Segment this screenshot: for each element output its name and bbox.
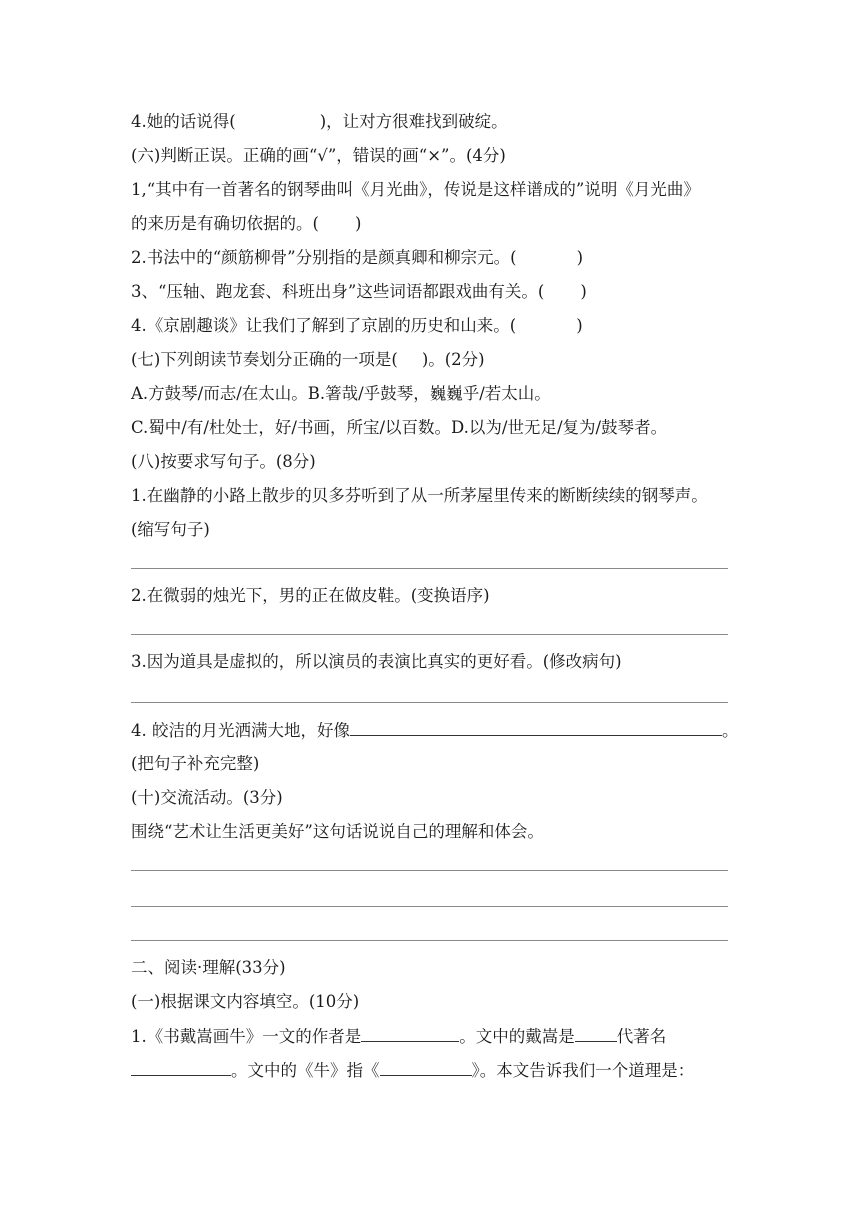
part-two-sub-heading: (一)根据课文内容填空。(10分) bbox=[131, 992, 360, 1011]
paren-close: ) bbox=[576, 248, 583, 267]
fill-item-1-line1 bbox=[131, 1026, 666, 1046]
answer-underline[interactable] bbox=[380, 1060, 472, 1076]
q4-text-start: 4.她的话说得( bbox=[131, 112, 236, 131]
rewrite-item-3: 3.因为道具是虚拟的，所以演员的表演比真实的更好看。(修改病句) bbox=[131, 652, 622, 671]
fill-item-1-text-d: 。文中的《牛》指《 bbox=[231, 1061, 380, 1080]
q4-text-end: )，让对方很难找到破绽。 bbox=[319, 112, 508, 131]
fill-item-1-text-e: 》。本文告诉我们一个道理是： bbox=[471, 1061, 695, 1080]
paren-close: ) bbox=[354, 214, 362, 233]
answer-underline[interactable] bbox=[361, 1026, 459, 1042]
section-eight-heading: (八)按要求写句子。(8分) bbox=[131, 452, 316, 471]
answer-underline[interactable] bbox=[350, 720, 722, 736]
section-seven-score: )。(2分) bbox=[421, 350, 485, 369]
option-line-ab: A.方鼓琴/而志/在太山。B.箸哉/乎鼓琴，巍巍乎/若太山。 bbox=[131, 384, 551, 403]
rewrite-item-4-text: 4. 皎洁的月光洒满大地，好像 bbox=[131, 721, 350, 740]
judge-item-1-text: 的来历是有确切依据的。( bbox=[131, 214, 319, 233]
rewrite-item-2: 2.在微弱的烛光下，男的正在做皮鞋。(变换语序) bbox=[131, 586, 490, 605]
discussion-prompt: 围绕“艺术让生活更美好”这句话说说自己的理解和体会。 bbox=[131, 822, 544, 841]
fill-item-1-text-b: 。文中的戴嵩是 bbox=[459, 1027, 575, 1046]
paren-close: ) bbox=[576, 316, 583, 335]
answer-line[interactable] bbox=[131, 634, 728, 635]
judge-item-3-text: 3、“压轴、跑龙套、科班出身”这些词语都跟戏曲有关。( bbox=[131, 282, 545, 301]
judge-item-2 bbox=[131, 248, 583, 268]
part-two-heading: 二、阅读·理解(33分) bbox=[131, 958, 286, 977]
judge-item-2-text: 2.书法中的“颜筋柳骨”分别指的是颜真卿和柳宗元。( bbox=[131, 248, 517, 267]
rewrite-item-1: 1.在幽静的小路上散步的贝多芬听到了从一所茅屋里传来的断断续续的钢琴声。 bbox=[131, 486, 708, 505]
period: 。 bbox=[722, 721, 739, 740]
section-seven-text: (七)下列朗读节奏划分正确的一项是( bbox=[131, 350, 398, 369]
section-six-heading: (六)判断正误。正确的画“√”，错误的画“×”。(4分) bbox=[131, 146, 506, 165]
rewrite-item-1-instruction: (缩写句子) bbox=[131, 520, 210, 539]
option-line-cd: C.蜀中/有/杜处士，好/书画，所宝/以百数。D.以为/世无足/复为/鼓琴者。 bbox=[131, 418, 668, 437]
rewrite-item-4-instruction: (把句子补充完整) bbox=[131, 754, 260, 773]
answer-underline[interactable] bbox=[131, 1060, 231, 1076]
rewrite-item-4 bbox=[131, 720, 739, 740]
section-ten-heading: (十)交流活动。(3分) bbox=[131, 788, 283, 807]
judge-item-1-line2 bbox=[131, 214, 361, 234]
fill-item-1-text-a: 1.《书戴嵩画牛》一文的作者是 bbox=[131, 1027, 362, 1046]
answer-line[interactable] bbox=[131, 940, 728, 941]
answer-line[interactable] bbox=[131, 568, 728, 569]
paren-close: ) bbox=[580, 282, 587, 301]
judge-item-1-line1: 1,“其中有一首著名的钢琴曲叫《月光曲》，传说是这样谱成的”说明《月光曲》 bbox=[131, 180, 700, 199]
answer-line[interactable] bbox=[131, 702, 728, 703]
judge-item-4-text: 4.《京剧趣谈》让我们了解到了京剧的历史和山来。( bbox=[131, 316, 517, 335]
judge-item-4 bbox=[131, 316, 583, 336]
section-seven-heading bbox=[131, 350, 485, 370]
fill-question-4 bbox=[131, 112, 508, 132]
fill-item-1-line2 bbox=[131, 1060, 694, 1080]
fill-item-1-text-c: 代著名 bbox=[616, 1027, 667, 1046]
answer-line[interactable] bbox=[131, 870, 728, 871]
answer-line[interactable] bbox=[131, 906, 728, 907]
judge-item-3 bbox=[131, 282, 587, 302]
answer-underline[interactable] bbox=[575, 1026, 617, 1042]
